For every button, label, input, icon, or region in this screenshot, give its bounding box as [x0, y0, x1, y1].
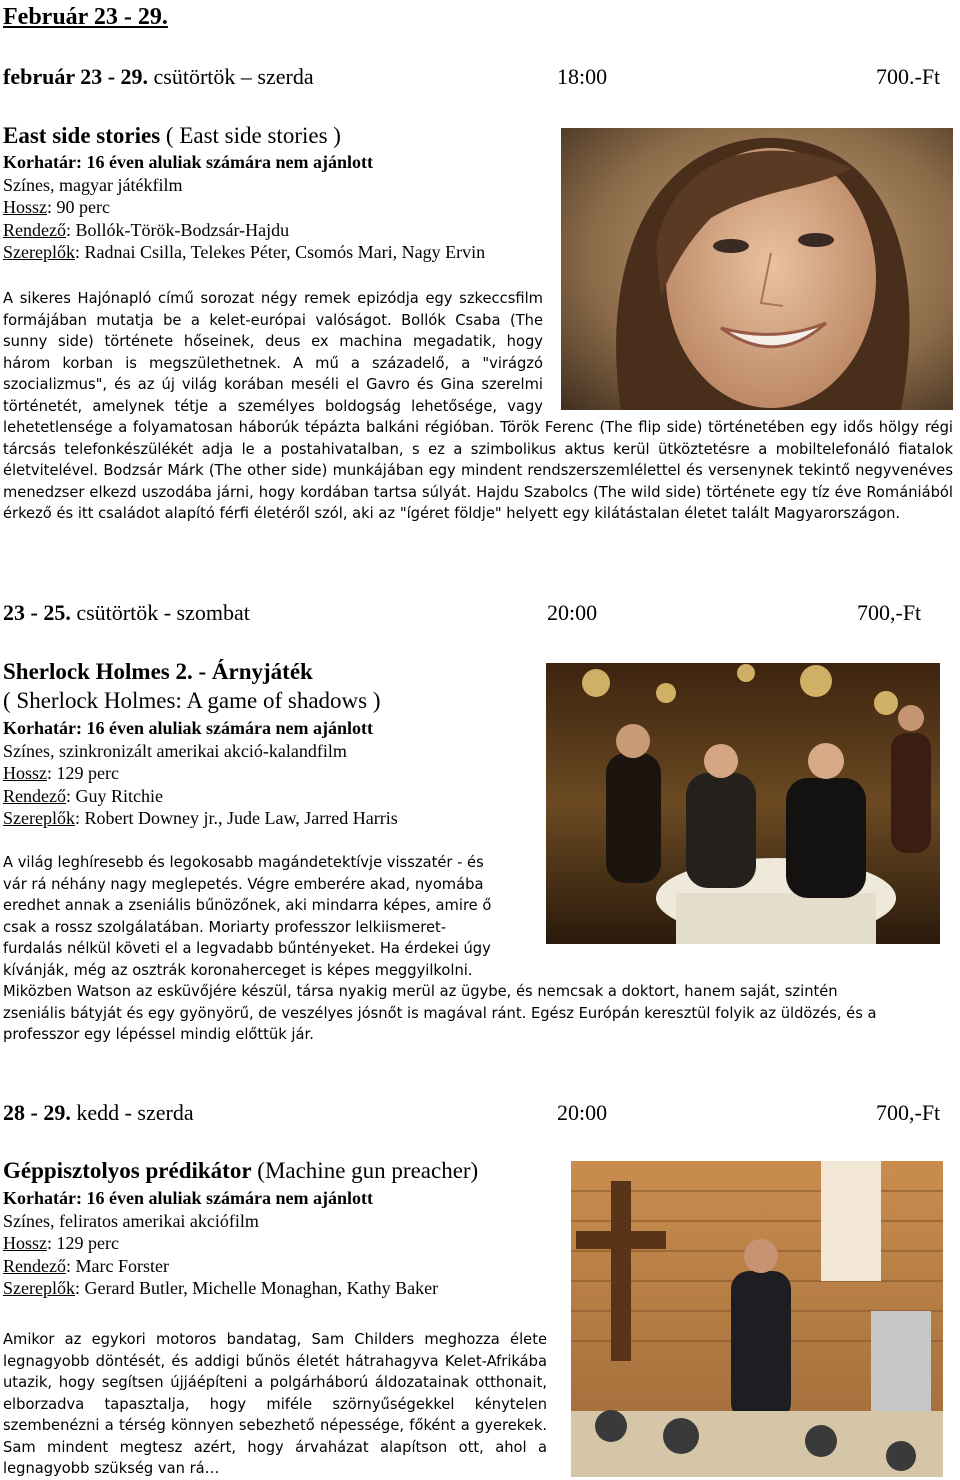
schedule-days: csütörtök – szerda [153, 64, 314, 89]
description-line: vár rá néhány nagy meglepetés. Végre emberére akad, nyomába [3, 875, 484, 893]
length: Hossz: 129 perc [3, 763, 119, 783]
movie-photo-church [571, 1161, 943, 1477]
movie-meta [3, 151, 485, 264]
movie-title [3, 1158, 478, 1184]
schedule-dates: február 23 - 29. [3, 64, 149, 89]
schedule-dates: 28 - 29. [3, 1100, 71, 1125]
description-line: eredhet annak a zseniális bűnözőnek, aki mindarra képes, amire ő [3, 897, 492, 914]
schedule-dates: 23 - 25. [3, 600, 71, 625]
cast: Szereplők: Radnai Csilla, Telekes Péter, Csomós Mari, Nagy Ervin [3, 242, 486, 262]
movie-title-original: ( East side stories ) [160, 123, 341, 148]
schedule-time: 20:00 [547, 600, 598, 625]
description-line: professzor egy lépéssel mindig előttük jár. [3, 1026, 314, 1043]
movie-title-main: Géppisztolyos prédikátor [3, 1158, 252, 1183]
genre: Színes, feliratos amerikai akciófilm [3, 1210, 259, 1231]
length: Hossz: 90 perc [3, 197, 110, 217]
movie-title-main: East side stories [3, 123, 161, 148]
age-rating: Korhatár: 16 éven aluliak számára nem ajánlott [3, 718, 373, 738]
age-rating: Korhatár: 16 éven aluliak számára nem ajánlott [3, 1188, 373, 1208]
movie-meta [3, 717, 398, 830]
movie-title-original: ( Sherlock Holmes: A game of shadows ) [3, 688, 381, 713]
schedule-price: 700.-Ft [876, 64, 941, 89]
schedule-price: 700,-Ft [857, 600, 922, 625]
schedule-row [3, 600, 250, 626]
description-line: csak a rossz szolgálatában. Moriarty professzor lelkiismeret- [3, 918, 447, 936]
movie-description [3, 852, 953, 1046]
page-title: Február 23 - 29. [3, 4, 168, 30]
portrait-image [561, 128, 953, 410]
cast: Szereplők: Gerard Butler, Michelle Monaghan, Kathy Baker [3, 1278, 439, 1298]
movie-meta [3, 1187, 438, 1300]
movie-title-main: Sherlock Holmes 2. - Árnyjáték [3, 659, 313, 684]
movie-description-wrap [3, 288, 953, 525]
director: Rendező: Bollók-Török-Bodzsár-Hajdu [3, 219, 290, 240]
scene-image [571, 1161, 943, 1477]
cast: Szereplők: Robert Downey jr., Jude Law, Jarred Harris [3, 808, 398, 828]
schedule-time: 18:00 [557, 64, 608, 89]
description-line: Miközben Watson az esküvőjére készül, társa nyakig merül az ügybe, és nemcsak a doktort, hanem saját, szintén [3, 983, 838, 1000]
movie-description-wrap [3, 1329, 547, 1480]
director: Rendező: Guy Ritchie [3, 785, 163, 806]
description-line: kívánják, még az osztrák koronaherceget is képes meggyilkolni. [3, 961, 473, 979]
length: Hossz: 129 perc [3, 1233, 119, 1253]
director: Rendező: Marc Forster [3, 1255, 169, 1276]
movie-description: Amikor az egykori motoros bandatag, Sam Childers meghozza élete legnagyobb döntését, és addigi bűnös életét hátrahagyva Kelet-Afrikába utazik, hogy segítsen újjáépíteni a polgárháború áldozatainak otthonait, elborzadva tapasztalja, hogy miféle szörnyűségekkel kénytelen szembenézni a térség könnyen sebezhető népessége, főként a gyerekek. Sam mindent megtesz azért, hogy árvaházat alapítson ott, ahol a legnagyobb szükség van rá… [3, 1331, 547, 1477]
schedule-days: csütörtök - szombat [76, 600, 250, 625]
genre: Színes, magyar játékfilm [3, 174, 183, 195]
genre: Színes, szinkronizált amerikai akció-kalandfilm [3, 740, 347, 761]
movie-title-original: (Machine gun preacher) [251, 1158, 479, 1183]
age-rating: Korhatár: 16 éven aluliak számára nem ajánlott [3, 152, 373, 172]
description-line: furdalás nélkül követi el a legvadabb bűntényeket. Ha érdekei úgy [3, 940, 491, 957]
movie-title [3, 659, 313, 685]
movie-photo-woman [561, 128, 953, 410]
schedule-row [3, 1100, 194, 1126]
schedule-price: 700,-Ft [876, 1100, 941, 1125]
movie-description: A sikeres Hajónapló című sorozat négy remek epizódja egy szkeccsfilm formájában mutatja be a kelet-európai valóságot. Bollók Csaba (The sunny side) története hőseinek, deus ex machina megadatik, hogy három korban is megszülethetnek. A mű a századelő, a "virágzó szocializmus", és az új világ korában meséli el Gavro és Gina szerelmi történetét, amelynek tétje a személyes boldogság lehetősége, vagy lehetetlensége a folyamatosan háborúk tépázta balkáni régióban. Török Ferenc (The flip side) történetében egy idős hölgy régi tárcsás telefonkészülékét adja le a postahivatalban, s ez a szimbolikus aktus kerül ütköztetésre a mobiltelefonáló fiatalok életvitelével. Bodzsár Márk (The other side) munkájában egy mindent rendszerszemlélettel és versenynek tekintő negyvenéves menedzser elkezd uszodába járni, hogy kordában tartsa súlyát. Hajdu Szabolcs (The wild side) története egy tíz éve Romániából érkező és itt családot alapító férfi életéről szól, aki az "ígéret földje" helyett egy kilátástalan életet talált Magyarországon. [3, 290, 953, 522]
schedule-days: kedd - szerda [76, 1100, 194, 1125]
description-line: A világ leghíresebb és legokosabb magándetektívje visszatér - és [3, 854, 484, 871]
description-line: zseniális bátyját és egy gyönyörű, de veszélyes jósnőt is magával ránt. Egész Európán keresztül folyik az üldözés, és a [3, 1004, 877, 1022]
schedule-row [3, 64, 314, 90]
movie-title [3, 123, 341, 149]
schedule-time: 20:00 [557, 1100, 608, 1125]
